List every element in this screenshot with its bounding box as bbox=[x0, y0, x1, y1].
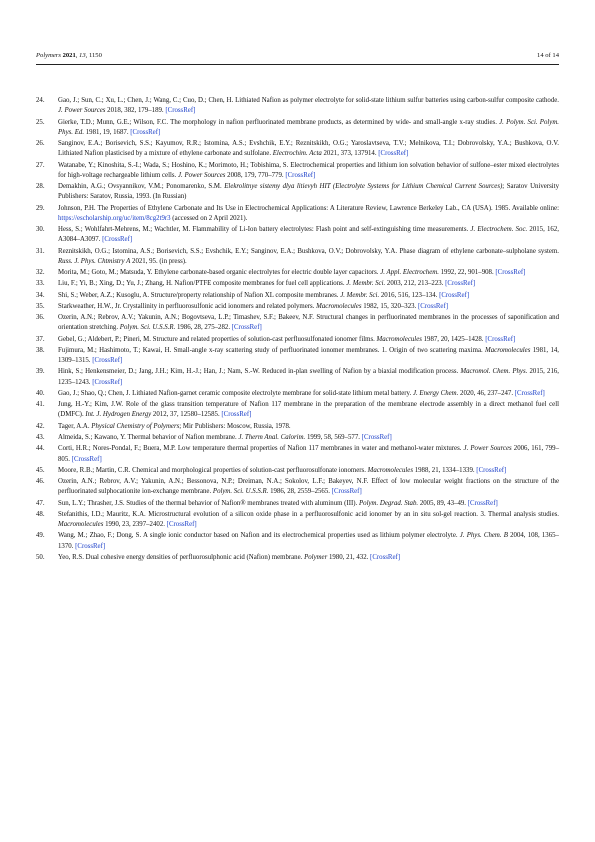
reference-text: Reznitskikh, O.G.; Istomina, A.S.; Borisevich, S.S.; Evshchik, E.Y.; Sanginov, E.A.; Bushkova, O.V.; Dobrovolsky, Y.A. Phase diagram of ethylene carbonate–sulpholane system. bbox=[58, 247, 559, 255]
reference-details: 2018, 382, 179–189. bbox=[105, 107, 166, 115]
running-header bbox=[36, 52, 559, 64]
reference-number: 30. bbox=[36, 226, 45, 233]
reference-item bbox=[36, 225, 559, 245]
reference-source: Macromol. Chem. Phys. bbox=[460, 368, 528, 376]
reference-source: Polym. Sci. U.S.S.R. bbox=[119, 324, 176, 332]
reference-source: Macromolecules bbox=[367, 466, 413, 474]
reference-text: Fujimura, M.; Hashimoto, T.; Kawai, H. Small-angle x-ray scattering study of perfluorinated ionomer membranes. 1. Origin of two scattering maxima. bbox=[58, 346, 486, 354]
reference-number: 29. bbox=[36, 204, 45, 212]
reference-source: Polym. Degrad. Stab. bbox=[358, 499, 419, 507]
reference-item bbox=[36, 389, 559, 399]
reference-number: 37. bbox=[36, 335, 45, 343]
reference-text: Gierke, T.D.; Munn, G.E.; Wilson, F.C. The morphology in nafion perfluorinated membrane products, as determined by wide- and small-angle x-ray studies. bbox=[58, 118, 500, 126]
reference-text: Starkweather, H.W., Jr. Crystallinity in perfluorosulfonic acid ionomers and related polymers. bbox=[58, 302, 317, 310]
crossref-link[interactable]: [CrossRef] bbox=[361, 434, 392, 442]
reference-details: 1987, 20, 1425–1428. bbox=[421, 335, 486, 343]
reference-details: 2003, 212, 213–223. bbox=[385, 280, 446, 288]
reference-item bbox=[36, 367, 559, 387]
reference-source: Russ. J. Phys. Chtmistry A bbox=[58, 257, 131, 265]
reference-source: J. Polym. Sci. Polym. Phys. Ed. bbox=[58, 118, 560, 136]
reference-details: 1986, 28, 275–282. bbox=[175, 324, 232, 332]
reference-text: Liu, F.; Yi, B.; Xing, D.; Yu, J.; Zhang, H. Nafion/PTFE composite membranes for fuel cell applications. bbox=[58, 280, 347, 288]
reference-tail: (accessed on 2 April 2021). bbox=[170, 214, 248, 222]
crossref-link[interactable]: [CrossRef] bbox=[71, 455, 102, 463]
crossref-link[interactable]: [CrossRef] bbox=[166, 521, 197, 529]
reference-item bbox=[36, 499, 559, 509]
reference-text: Shi, S.; Weber, A.Z.; Kusoglu, A. Structure/property relationship of Nafion XL composite membranes. bbox=[58, 291, 341, 299]
reference-number: 43. bbox=[36, 434, 45, 442]
reference-details: 1990, 23, 2397–2402. bbox=[103, 521, 167, 529]
reference-number: 50. bbox=[36, 553, 45, 561]
reference-item bbox=[36, 400, 559, 420]
reference-details: ; Mir Publishers: Moscow, Russia, 1978. bbox=[179, 422, 291, 430]
reference-source: J. Energy Chem. bbox=[412, 389, 459, 397]
reference-text: Hess, S.; Wohlfahrt-Mehrens, M.; Wachtler, M. Flammability of Li-Ion battery electrolytes: Flash point and self-extinguishing time measurements. bbox=[58, 226, 471, 233]
crossref-link[interactable]: [CrossRef] bbox=[92, 378, 123, 386]
reference-details: 1986, 28, 2559–2565. bbox=[268, 488, 332, 496]
reference-number: 33. bbox=[36, 280, 45, 288]
reference-source: Electrochim. Acta bbox=[272, 150, 322, 158]
reference-text: Jung, H.-Y.; Kim, J.W. Role of the glass transition temperature of Nafion 117 membrane in the preparation of the membrane electrode assembly in a direct methanol fuel cell (DMFC). bbox=[58, 401, 559, 419]
reference-source: J. Membr. Sci. bbox=[340, 291, 380, 299]
crossref-link[interactable]: [CrossRef] bbox=[467, 499, 498, 507]
reference-number: 44. bbox=[36, 445, 45, 453]
reference-item bbox=[36, 139, 559, 159]
reference-details: 1981, 14, 1309–1315. bbox=[58, 346, 560, 365]
reference-item bbox=[36, 247, 559, 267]
journal-citation: Polymers 2021, 13, 1150 bbox=[36, 52, 102, 59]
reference-details: 2004, 108, 1365–1370. bbox=[58, 532, 559, 550]
reference-number: 42. bbox=[36, 422, 45, 430]
reference-details: 2021, 95. (in press). bbox=[130, 257, 187, 265]
reference-number: 34. bbox=[36, 291, 45, 299]
reference-source: Physical Chemistry of Polymers bbox=[91, 422, 180, 430]
reference-list bbox=[36, 96, 559, 564]
reference-text: Watanabe, Y.; Kinoshita, S.-I.; Wada, S.; Hoshino, K.; Morimoto, H.; Tobishima, S. Electrochemical properties and lithium ion solvation behavior of sulfone–ester mixed electrolytes for high-voltage rechargeable lithium cells. bbox=[58, 161, 559, 179]
crossref-link[interactable]: [CrossRef] bbox=[331, 488, 362, 496]
reference-details: 2008, 179, 770–779. bbox=[225, 171, 286, 179]
reference-item bbox=[36, 422, 559, 432]
reference-item bbox=[36, 444, 559, 464]
reference-item bbox=[36, 433, 559, 443]
reference-details: 1982, 15, 320–323. bbox=[361, 302, 418, 310]
crossref-link[interactable]: [CrossRef] bbox=[378, 150, 409, 158]
reference-source: Polym. Sci. U.S.S.R. bbox=[212, 488, 269, 496]
reference-details: ; Saratov University Publishers: Saratov, Russia, 1993. (In Russian) bbox=[58, 183, 560, 201]
reference-text: Ozerin, A.N.; Rebrov, A.V.; Yakunin, A.N.; Bogovtseva, L.P.; Timashev, S.F.; Bakeev, N.F. Structural changes in perfluorinated membranes in the processes of saponification and orientation stretching. bbox=[58, 314, 559, 332]
reference-item bbox=[36, 335, 559, 345]
reference-source: Macromolecules bbox=[58, 521, 104, 529]
reference-text: Sanginov, E.A.; Borisevich, S.S.; Kayumov, R.R.; Istomina, A.S.; Evshchik, E.Y.; Reznitskikh, O.G.; Yaroslavtseva, T.V.; Melnikova, T.I.; Dobrovolsky, Y.A.; Bushkova, O.V. Lithiated Nafion plasticised by a mixture of ethylene carbonate and sulfolane. bbox=[58, 140, 559, 158]
reference-number: 36. bbox=[36, 314, 45, 322]
crossref-link[interactable]: [CrossRef] bbox=[370, 553, 401, 561]
reference-source: J. Power Sources bbox=[177, 171, 226, 179]
reference-item bbox=[36, 510, 559, 530]
page-number: 14 of 14 bbox=[537, 52, 559, 59]
reference-number: 26. bbox=[36, 140, 45, 147]
reference-item bbox=[36, 313, 559, 333]
reference-number: 31. bbox=[36, 247, 45, 255]
reference-item bbox=[36, 346, 559, 366]
reference-number: 45. bbox=[36, 466, 45, 474]
reference-item bbox=[36, 531, 559, 551]
reference-source: J. Phys. Chem. B bbox=[459, 532, 508, 540]
reference-text: Johnson, P.H. The Properties of Ethylene Carbonate and Its Use in Electrochemical Applications: A Literature Review, Lawrence Berkeley Lab., CA (USA). 1985. Available online: bbox=[58, 204, 559, 212]
reference-text: Demakhin, A.G.; Ovsyannikov, V.M.; Ponomarenko, S.M. bbox=[58, 183, 225, 190]
reference-item bbox=[36, 553, 559, 563]
reference-details: 2021, 373, 137914. bbox=[321, 150, 379, 158]
reference-details: 2016, 516, 123–134. bbox=[379, 291, 440, 299]
reference-number: 32. bbox=[36, 269, 45, 276]
reference-number: 27. bbox=[36, 161, 45, 169]
crossref-link[interactable]: [CrossRef] bbox=[439, 291, 470, 299]
crossref-link[interactable]: [CrossRef] bbox=[285, 171, 316, 179]
crossref-link[interactable]: [CrossRef] bbox=[445, 280, 476, 288]
reference-text: Gebel, G.; Aldebert, P.; Pineri, M. Structure and related properties of solution-cast perfluosulfonated ionomer films. bbox=[58, 335, 377, 343]
crossref-link[interactable]: [CrossRef] bbox=[165, 107, 196, 115]
crossref-link[interactable]: [CrossRef] bbox=[495, 269, 526, 276]
crossref-link[interactable]: [CrossRef] bbox=[75, 542, 106, 550]
reference-number: 47. bbox=[36, 499, 45, 507]
reference-text: Stefanithis, I.D.; Mauritz, K.A. Microstructural evolution of a silicon oxide phase in a perfluorosulfonic acid ionomer by an in situ sol-gel reaction. 3. Thermal analysis studies. bbox=[58, 510, 559, 518]
reference-text: Almeida, S.; Kawano, Y. Thermal behavior of Nafion membrane. bbox=[58, 434, 239, 442]
reference-details: 2012, 37, 12580–12585. bbox=[151, 411, 222, 419]
reference-item bbox=[36, 182, 559, 202]
reference-text: Gao, J.; Sun, C.; Xu, L.; Chen, J.; Wang, C.; Cuo, D.; Chen, H. Lithiated Nafion as polymer electrolyte for solid-state lithium sulfur batteries using carbon-sulfur composite cathode. bbox=[58, 97, 559, 104]
reference-item bbox=[36, 466, 559, 476]
reference-item bbox=[36, 268, 559, 278]
reference-details: 1999, 58, 569–577. bbox=[305, 434, 362, 442]
reference-source: J. Therm Anal. Calorim. bbox=[238, 434, 306, 442]
reference-details: 2005, 89, 43–49. bbox=[418, 499, 468, 507]
reference-details: 1981, 19, 1687. bbox=[84, 128, 131, 136]
reference-number: 48. bbox=[36, 510, 45, 518]
reference-item bbox=[36, 302, 559, 312]
reference-text: Sun, L.Y.; Thrasher, J.S. Studies of the thermal behavior of Nafion® membranes treated with aluminum (III). bbox=[58, 499, 359, 507]
reference-details: 1980, 21, 432. bbox=[327, 553, 371, 561]
reference-text: Ozerin, A.N.; Rebrov, A.V.; Yakunin, A.N.; Bessonova, N.P.; Dreiman, N.A.; Sokolov, L.F.; Bakeyev, N.F. Effect of low molecular weight fractions on the structure of the perfluorinated sulphocationite ion-exchange membrane. bbox=[58, 478, 559, 496]
reference-source: Int. J. Hydrogen Energy bbox=[85, 411, 152, 419]
reference-number: 24. bbox=[36, 97, 45, 104]
reference-details: 2020, 46, 237–247. bbox=[458, 389, 515, 397]
reference-item bbox=[36, 204, 559, 224]
crossref-link[interactable]: [CrossRef] bbox=[514, 389, 545, 397]
crossref-link[interactable]: [CrossRef] bbox=[92, 357, 123, 365]
reference-details: 2015, 162, A3084–A3097. bbox=[58, 226, 559, 244]
reference-source: J. Appl. Electrochem. bbox=[380, 269, 439, 276]
crossref-link[interactable]: [CrossRef] bbox=[476, 466, 507, 474]
crossref-link[interactable]: [CrossRef] bbox=[485, 335, 516, 343]
reference-details: 2015, 216, 1235–1243. bbox=[58, 368, 560, 386]
crossref-link[interactable]: [CrossRef] bbox=[221, 411, 252, 419]
reference-number: 25. bbox=[36, 118, 45, 126]
reference-source: Macromolecules bbox=[316, 302, 362, 310]
reference-details: 2006, 161, 799–805. bbox=[58, 445, 559, 463]
crossref-link[interactable]: [CrossRef] bbox=[417, 302, 449, 310]
reference-source: Elekrolitnye sistemy dlya litievyh HIT (Electrolyte Systems for Lithium Chemical Current Sources) bbox=[224, 183, 503, 190]
reference-number: 39. bbox=[36, 368, 45, 376]
reference-number: 35. bbox=[36, 302, 45, 310]
reference-number: 41. bbox=[36, 401, 45, 409]
crossref-link[interactable]: [CrossRef] bbox=[130, 128, 161, 136]
reference-source: Macromolecules bbox=[485, 346, 531, 354]
reference-number: 28. bbox=[36, 183, 45, 190]
reference-details: 1992, 22, 901–908. bbox=[438, 269, 496, 276]
reference-text: Corti, H.R.; Nores-Pondal, F.; Buera, M.P. Low temperature thermal properties of Nafion 117 membranes in water and methanol-water mixtures. bbox=[58, 445, 464, 453]
reference-number: 40. bbox=[36, 389, 45, 397]
url-link[interactable]: https://escholarship.org/uc/item/8cg2t9r3 bbox=[58, 214, 171, 222]
reference-text: Moore, R.B.; Martin, C.R. Chemical and morphological properties of solution-cast perfluorosulfonate ionomers. bbox=[58, 466, 368, 474]
reference-number: 49. bbox=[36, 532, 45, 540]
reference-source: Macromolecules bbox=[376, 335, 422, 343]
reference-source: J. Membr. Sci. bbox=[346, 280, 386, 288]
reference-number: 46. bbox=[36, 478, 45, 486]
reference-text: Wang, M.; Zhao, F.; Dong, S. A single ionic conductor based on Nafion and its electrochemical properties used as lithium polymer electrolyte. bbox=[58, 532, 460, 540]
reference-source: J. Power Sources bbox=[463, 445, 512, 453]
reference-text: Yeo, R.S. Dual cohesive energy densities of perfluorosulphonic acid (Nafion) membrane. bbox=[58, 553, 305, 561]
reference-details: 1988, 21, 1334–1339. bbox=[412, 466, 477, 474]
reference-item bbox=[36, 291, 559, 301]
reference-text: Tager, A.A. bbox=[58, 422, 92, 430]
reference-item bbox=[36, 279, 559, 289]
header-rule bbox=[36, 64, 559, 65]
reference-item bbox=[36, 477, 559, 497]
reference-item bbox=[36, 118, 559, 138]
reference-text: Morita, M.; Goto, M.; Matsuda, Y. Ethylene carbonate-based organic electrolytes for electric double layer capacitors. bbox=[58, 269, 381, 276]
reference-item bbox=[36, 96, 559, 116]
reference-text: Hink, S.; Henkensmeier, D.; Jang, J.H.; Kim, H.-J.; Han, J.; Nam, S.-W. Reduced in-plan swelling of Nafion by a biaxial modification process. bbox=[58, 368, 461, 376]
crossref-link[interactable]: [CrossRef] bbox=[102, 236, 133, 244]
reference-source: Polymer bbox=[304, 553, 328, 561]
reference-item bbox=[36, 161, 559, 181]
reference-text: Gao, J.; Shao, Q.; Chen, J. Lithiated Nafion-garnet ceramic composite electrolyte membrane for solid-state lithium metal battery. bbox=[58, 389, 413, 397]
reference-source: J. Power Sources bbox=[58, 107, 106, 115]
crossref-link[interactable]: [CrossRef] bbox=[231, 324, 262, 332]
reference-number: 38. bbox=[36, 346, 45, 354]
reference-source: J. Electrochem. Soc. bbox=[470, 226, 528, 233]
